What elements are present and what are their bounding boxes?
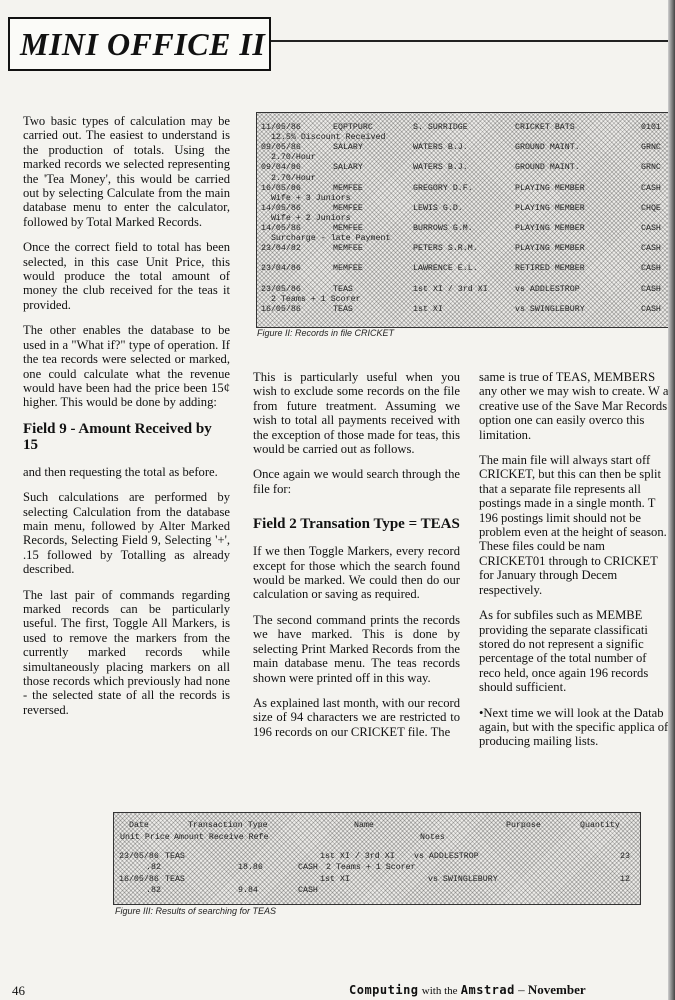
screen-field: Date	[129, 821, 149, 830]
magazine-name: Computing	[349, 983, 419, 997]
screen-field: 2.70/Hour	[261, 153, 316, 163]
paragraph: As for subfiles such as MEMBE providing the separate classificati stored do not represent a signific percentage of the total number of reco held, once again 196 records should sufficient.	[479, 608, 649, 695]
screen-field: 12	[620, 875, 630, 884]
screen-field: 9.84	[238, 886, 258, 895]
screen-field: Quantity	[580, 821, 620, 830]
screen-field: MEMFEE	[333, 224, 363, 233]
screen-field: 12.5% Discount Received	[261, 133, 386, 143]
issue-month: November	[527, 982, 586, 997]
screen-field: 18.86	[238, 863, 263, 872]
screen-field: 16/05/86	[261, 304, 301, 314]
screen-record-line	[257, 304, 674, 315]
screen-field: Surcharge - late Payment	[261, 234, 391, 244]
paragraph: Two basic types of calculation may be carried out. The easiest to understand is the production of totals. Using the marked records we selected representing the 'Tea Money', this would be carried out by selecting Calculate from the main database menu to enter the calculator, followed by Total Marked Records.	[23, 114, 230, 229]
screen-field: LAWRENCE E.L.	[413, 264, 478, 274]
screen-field: TEAS	[165, 875, 185, 884]
page-edge-shadow	[668, 0, 675, 1000]
paragraph: If we then Toggle Markers, every record except for those which the search found would be marked. We could then do our calculation or saving as required.	[253, 544, 460, 602]
paragraph: Once again we would search through the file for:	[253, 467, 460, 496]
screen-field: Purpose	[506, 821, 541, 830]
screen-field: PLAYING MEMBER	[515, 203, 585, 213]
screen-field: 09/04/86	[261, 163, 301, 173]
column-1	[23, 114, 230, 728]
screen-field: CASH	[298, 886, 318, 895]
figure2-records-screen	[256, 112, 675, 328]
screen-result-line	[114, 820, 640, 831]
magazine-footer	[349, 982, 586, 998]
paragraph: The main file will always start off CRICKET, but this can then be split that a separate file represents all postings made in a single month. T 196 postings limit should not be problem even at the height of season. These files could be nam CRICKET01 through to CRICKET for January through Decem respectively.	[479, 453, 667, 597]
screen-field: 11/05/86	[261, 123, 301, 132]
paragraph: Once the correct field to total has been selected, in this case Unit Price, this would produce the total amount of money the club received for the teas it provided.	[23, 240, 230, 312]
screen-field: Unit Price	[120, 833, 170, 842]
screen-result-line	[114, 874, 640, 885]
screen-field: PLAYING MEMBER	[515, 244, 585, 254]
screen-field: CHQE	[641, 203, 661, 213]
column-2	[253, 370, 460, 750]
paragraph: As explained last month, with our record size of 94 characters we are restricted to 196 records on our CRICKET file. The	[253, 695, 460, 739]
paragraph: Such calculations are performed by selecting Calculation from the database main menu, followed by Alter Marked Records, Selecting Field 9, Selecting '+', .15 followed by Totalling as already described.	[23, 490, 230, 577]
screen-field: 16/05/86	[261, 183, 301, 193]
screen-field: .82	[146, 863, 161, 872]
screen-field: GROUND MAINT.	[515, 163, 580, 173]
page-title: MINI OFFICE II	[20, 26, 266, 62]
screen-field: MEMFEE	[333, 264, 363, 274]
figure3-search-results-screen	[113, 812, 641, 905]
screen-field: Wife + 2 Juniors	[261, 213, 351, 223]
screen-result-line	[114, 862, 640, 873]
screen-field: vs SWINGLEBURY	[428, 875, 498, 884]
screen-field: Wife + 3 Juniors	[261, 193, 351, 203]
screen-field: CASH	[641, 264, 661, 274]
screen-field: vs SWINGLEBURY	[515, 304, 585, 314]
screen-field: 09/05/86	[261, 143, 301, 153]
paragraph: The second command prints the records we have marked. This is done by selecting Print Marked Records from the main database menu. The teas records shown were printed off in this way.	[253, 612, 460, 685]
screen-result-line	[114, 851, 640, 862]
screen-field: CASH	[298, 863, 318, 872]
screen-field: BURROWS G.M.	[413, 224, 473, 233]
screen-result-line	[114, 832, 640, 843]
section-heading: Field 9 - Amount Received by 15	[23, 420, 212, 453]
magazine-with-the: with the	[421, 985, 458, 997]
screen-field: GRNC	[641, 143, 661, 153]
screen-field: CASH	[641, 183, 661, 193]
screen-field: TEAS	[333, 304, 353, 314]
screen-field: GROUND MAINT.	[515, 143, 580, 153]
screen-field: PETERS S.R.M.	[413, 244, 478, 254]
figure3-caption: Figure III: Results of searching for TEAS	[115, 906, 277, 916]
paragraph: •Next time we will look at the Datab again, but with the specific applica of producing mailing lists.	[479, 705, 669, 749]
screen-field: Amount Receive Refe	[174, 833, 269, 842]
screen-field: MEMFEE	[333, 183, 363, 193]
header-rule	[271, 40, 675, 42]
screen-field: 23/05/86	[119, 852, 159, 861]
section-heading: Field 2 Transation Type = TEAS	[253, 516, 460, 533]
screen-field: Name	[354, 821, 374, 830]
footer-separator: –	[518, 982, 525, 997]
screen-field: TEAS	[165, 852, 185, 861]
screen-field: 16/05/86	[119, 875, 159, 884]
magazine-brand: Amstrad	[460, 983, 515, 997]
screen-field: Transaction Type	[188, 821, 268, 830]
paragraph: This is particularly useful when you wish to exclude some records on the file from future treatment. Assuming we wish to total all payments received with the exception of those made for teas, this would be carried out as follows.	[253, 370, 460, 457]
screen-field: 23/04/82	[261, 244, 301, 254]
screen-field: 2.70/Hour	[261, 173, 316, 183]
paragraph: same is true of TEAS, MEMBERS any other we may wish to create. W a creative use of the Save Mar Records option one can easily overco this limitation.	[479, 370, 669, 442]
screen-field: WATERS B.J.	[413, 163, 468, 173]
screen-field: 0101	[641, 123, 661, 132]
screen-field: GRNC	[641, 163, 661, 173]
screen-field: WATERS B.J.	[413, 143, 468, 153]
screen-field: MEMFEE	[333, 244, 363, 254]
screen-field: 23/05/86	[261, 284, 301, 294]
screen-field: Notes	[420, 833, 445, 842]
screen-field: vs ADDLESTROP	[515, 284, 580, 294]
screen-field: 1st XI	[320, 875, 350, 884]
screen-field: CASH	[641, 284, 661, 294]
paragraph: and then requesting the total as before.	[23, 464, 218, 479]
screen-field: 14/05/86	[261, 224, 301, 233]
screen-field: MEMFEE	[333, 203, 363, 213]
screen-field: LEWIS G.D.	[413, 203, 463, 213]
screen-field: PLAYING MEMBER	[515, 224, 585, 233]
screen-field: CASH	[641, 224, 661, 233]
header-box	[8, 17, 271, 71]
screen-field: 14/05/86	[261, 203, 301, 213]
paragraph: The other enables the database to be used in a "What if?" type of operation. If the tea records were selected or marked, one could calculate what the revenue would have been had the price been 15¢ higher. This would be done by adding:	[23, 323, 230, 410]
screen-field: 23/04/86	[261, 264, 301, 274]
column-3	[479, 370, 669, 770]
screen-field: S. SURRIDGE	[413, 123, 468, 132]
screen-field: 1st XI	[413, 304, 443, 314]
screen-result-line	[114, 885, 640, 896]
screen-field: CASH	[641, 304, 661, 314]
screen-field: .82	[146, 886, 161, 895]
screen-field: SALARY	[333, 143, 363, 153]
screen-field: 1st XI / 3rd XI	[320, 852, 395, 861]
screen-field: TEAS	[333, 284, 353, 294]
screen-field: EQPTPURC	[333, 123, 373, 132]
screen-field: CRICKET BATS	[515, 123, 575, 132]
screen-field: GREGORY D.F.	[413, 183, 473, 193]
screen-field: 23	[620, 852, 630, 861]
screen-field: SALARY	[333, 163, 363, 173]
screen-field: 2 Teams + 1 Scorer	[261, 294, 361, 304]
screen-field: PLAYING MEMBER	[515, 183, 585, 193]
page-number: 46	[12, 983, 25, 998]
figure2-caption: Figure II: Records in file CRICKET	[257, 328, 395, 338]
screen-field: vs ADDLESTROP	[414, 852, 479, 861]
screen-field: 1st XI / 3rd XI	[413, 284, 488, 294]
screen-field: RETIRED MEMBER	[515, 264, 585, 274]
screen-field: CASH	[641, 244, 661, 254]
paragraph: The last pair of commands regarding marked records can be particularly useful. The first, Toggle All Markers, is used to remove the markers from the currently marked records while simultaneously placing markers on all those records which previously had none - the selected state of all the records is reversed.	[23, 587, 230, 717]
screen-field: 2 Teams + 1 Scorer	[326, 863, 416, 872]
